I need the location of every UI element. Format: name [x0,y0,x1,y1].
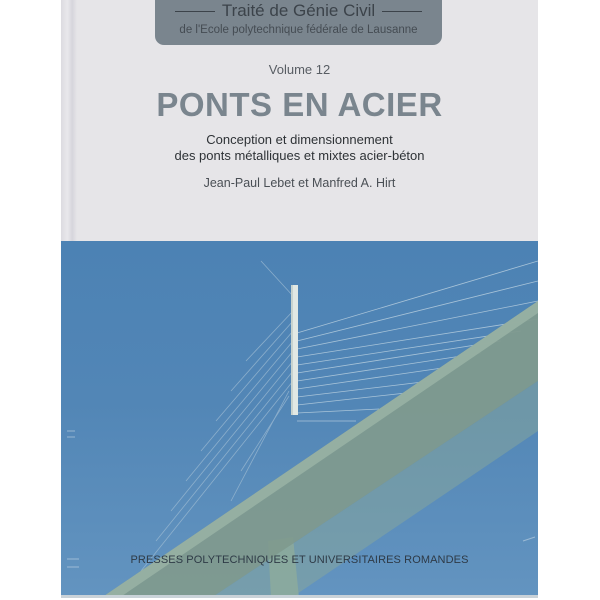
book-subtitle [61,132,538,164]
book-cover [61,0,538,598]
subtitle-line-1: Conception et dimensionnement [206,132,393,147]
volume-number: Volume 12 [268,62,331,77]
authors: Jean-Paul Lebet et Manfred A. Hirt [203,176,396,190]
divider-left [175,11,215,12]
book-title: PONTS EN ACIER [156,86,443,123]
bridge-illustration [61,241,538,598]
series-title-text: Traité de Génie Civil [221,1,376,20]
series-banner [155,0,442,45]
subtitle-line-2: des ponts métalliques et mixtes acier-béton [174,148,425,163]
pylon-shade [291,285,293,415]
bottom-edge [61,595,538,598]
publisher-name: PRESSES POLYTECHNIQUES ET UNIVERSITAIRES ROMANDES [130,554,469,566]
series-subtitle: de l'Ecole polytechnique fédérale de Lausanne [179,24,418,36]
series-title [155,0,442,22]
divider-right [382,11,422,12]
cover-photo [61,241,538,598]
